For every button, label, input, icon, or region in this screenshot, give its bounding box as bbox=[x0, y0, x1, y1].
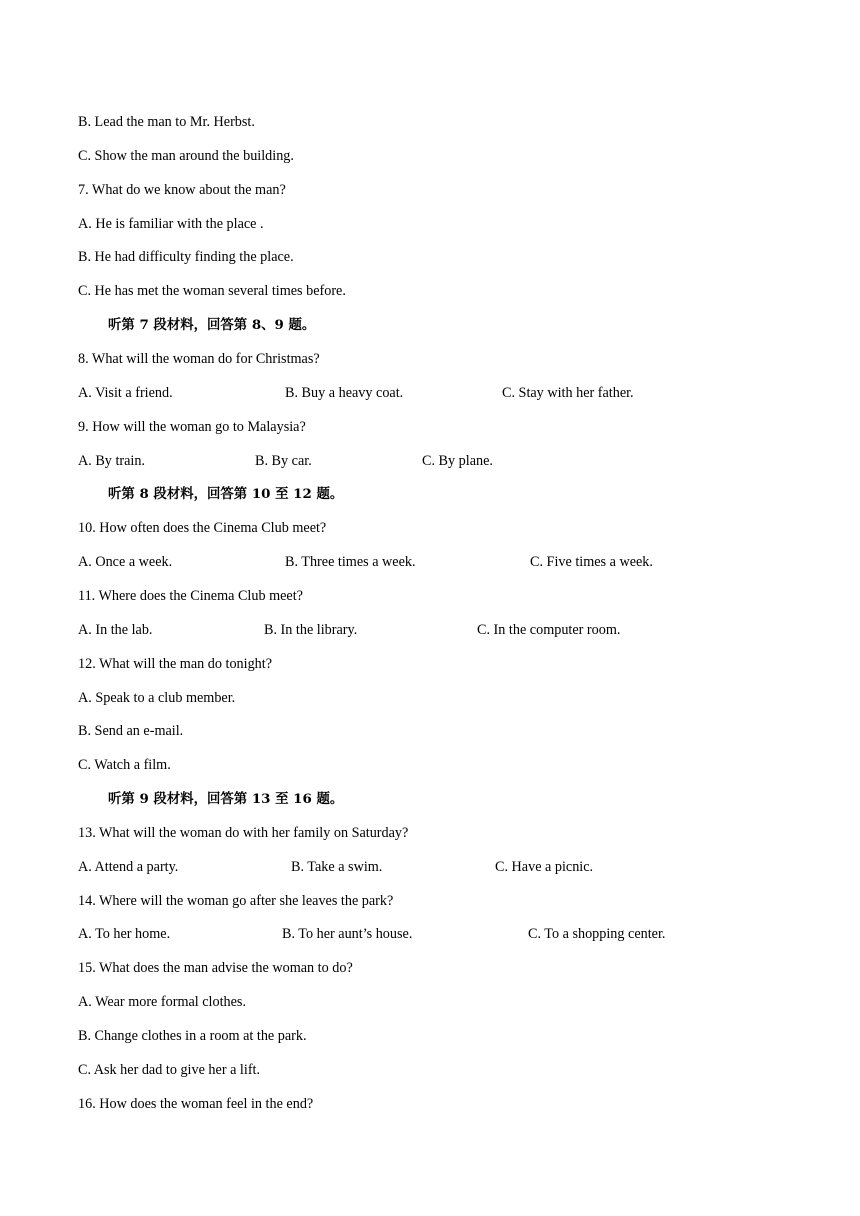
text-line: C. Show the man around the building. bbox=[78, 147, 294, 164]
text-line: 15. What does the man advise the woman to do? bbox=[78, 960, 353, 977]
text-line: 13. What will the woman do with her family on Saturday? bbox=[78, 824, 409, 841]
text-line: A. Wear more formal clothes. bbox=[78, 994, 246, 1011]
answer-option: B. In the library. bbox=[264, 621, 358, 638]
answer-option: B. To her aunt’s house. bbox=[282, 926, 413, 943]
answer-option: A. In the lab. bbox=[78, 621, 153, 638]
answer-option: C. In the computer room. bbox=[477, 621, 621, 638]
answer-option: A. To her home. bbox=[78, 926, 171, 943]
answer-option: A. Visit a friend. bbox=[78, 384, 173, 401]
answer-option: C. To a shopping center. bbox=[528, 926, 666, 943]
answer-option: A. By train. bbox=[78, 452, 145, 469]
answer-option: A. Attend a party. bbox=[78, 858, 179, 875]
text-line: B. He had difficulty finding the place. bbox=[78, 249, 294, 266]
section-heading: 听第 8 段材料，回答第 10 至 12 题。 bbox=[108, 486, 344, 503]
text-line: B. Lead the man to Mr. Herbst. bbox=[78, 114, 255, 130]
text-line: 10. How often does the Cinema Club meet? bbox=[78, 520, 327, 537]
text-line: C. Ask her dad to give her a lift. bbox=[78, 1061, 261, 1078]
text-line: B. Send an e-mail. bbox=[78, 723, 184, 740]
answer-option: B. Buy a heavy coat. bbox=[285, 384, 404, 401]
answer-option: C. Stay with her father. bbox=[502, 384, 634, 401]
text-line: 16. How does the woman feel in the end? bbox=[78, 1095, 314, 1112]
text-line: A. Speak to a club member. bbox=[78, 689, 236, 706]
text-line: 8. What will the woman do for Christmas? bbox=[78, 351, 320, 367]
section-heading: 听第 7 段材料，回答第 8、9 题。 bbox=[108, 317, 316, 334]
text-line: 9. How will the woman go to Malaysia? bbox=[78, 418, 306, 435]
text-line: B. Change clothes in a room at the park. bbox=[78, 1028, 307, 1044]
answer-option: A. Once a week. bbox=[78, 554, 173, 570]
answer-option: C. Have a picnic. bbox=[495, 858, 594, 875]
text-line: C. Watch a film. bbox=[78, 757, 171, 774]
text-line: C. He has met the woman several times before. bbox=[78, 283, 346, 300]
section-heading: 听第 9 段材料，回答第 13 至 16 题。 bbox=[108, 791, 344, 807]
text-line: 12. What will the man do tonight? bbox=[78, 655, 272, 672]
answer-option: B. By car. bbox=[255, 452, 312, 469]
text-line: 11. Where does the Cinema Club meet? bbox=[78, 587, 303, 604]
text-line: 14. Where will the woman go after she leaves the park? bbox=[78, 892, 394, 909]
text-line: A. He is familiar with the place . bbox=[78, 215, 264, 232]
text-line: 7. What do we know about the man? bbox=[78, 181, 286, 198]
answer-option: B. Take a swim. bbox=[291, 858, 383, 875]
answer-option: B. Three times a week. bbox=[285, 554, 416, 570]
answer-option: C. By plane. bbox=[422, 452, 493, 469]
answer-option: C. Five times a week. bbox=[530, 554, 653, 570]
